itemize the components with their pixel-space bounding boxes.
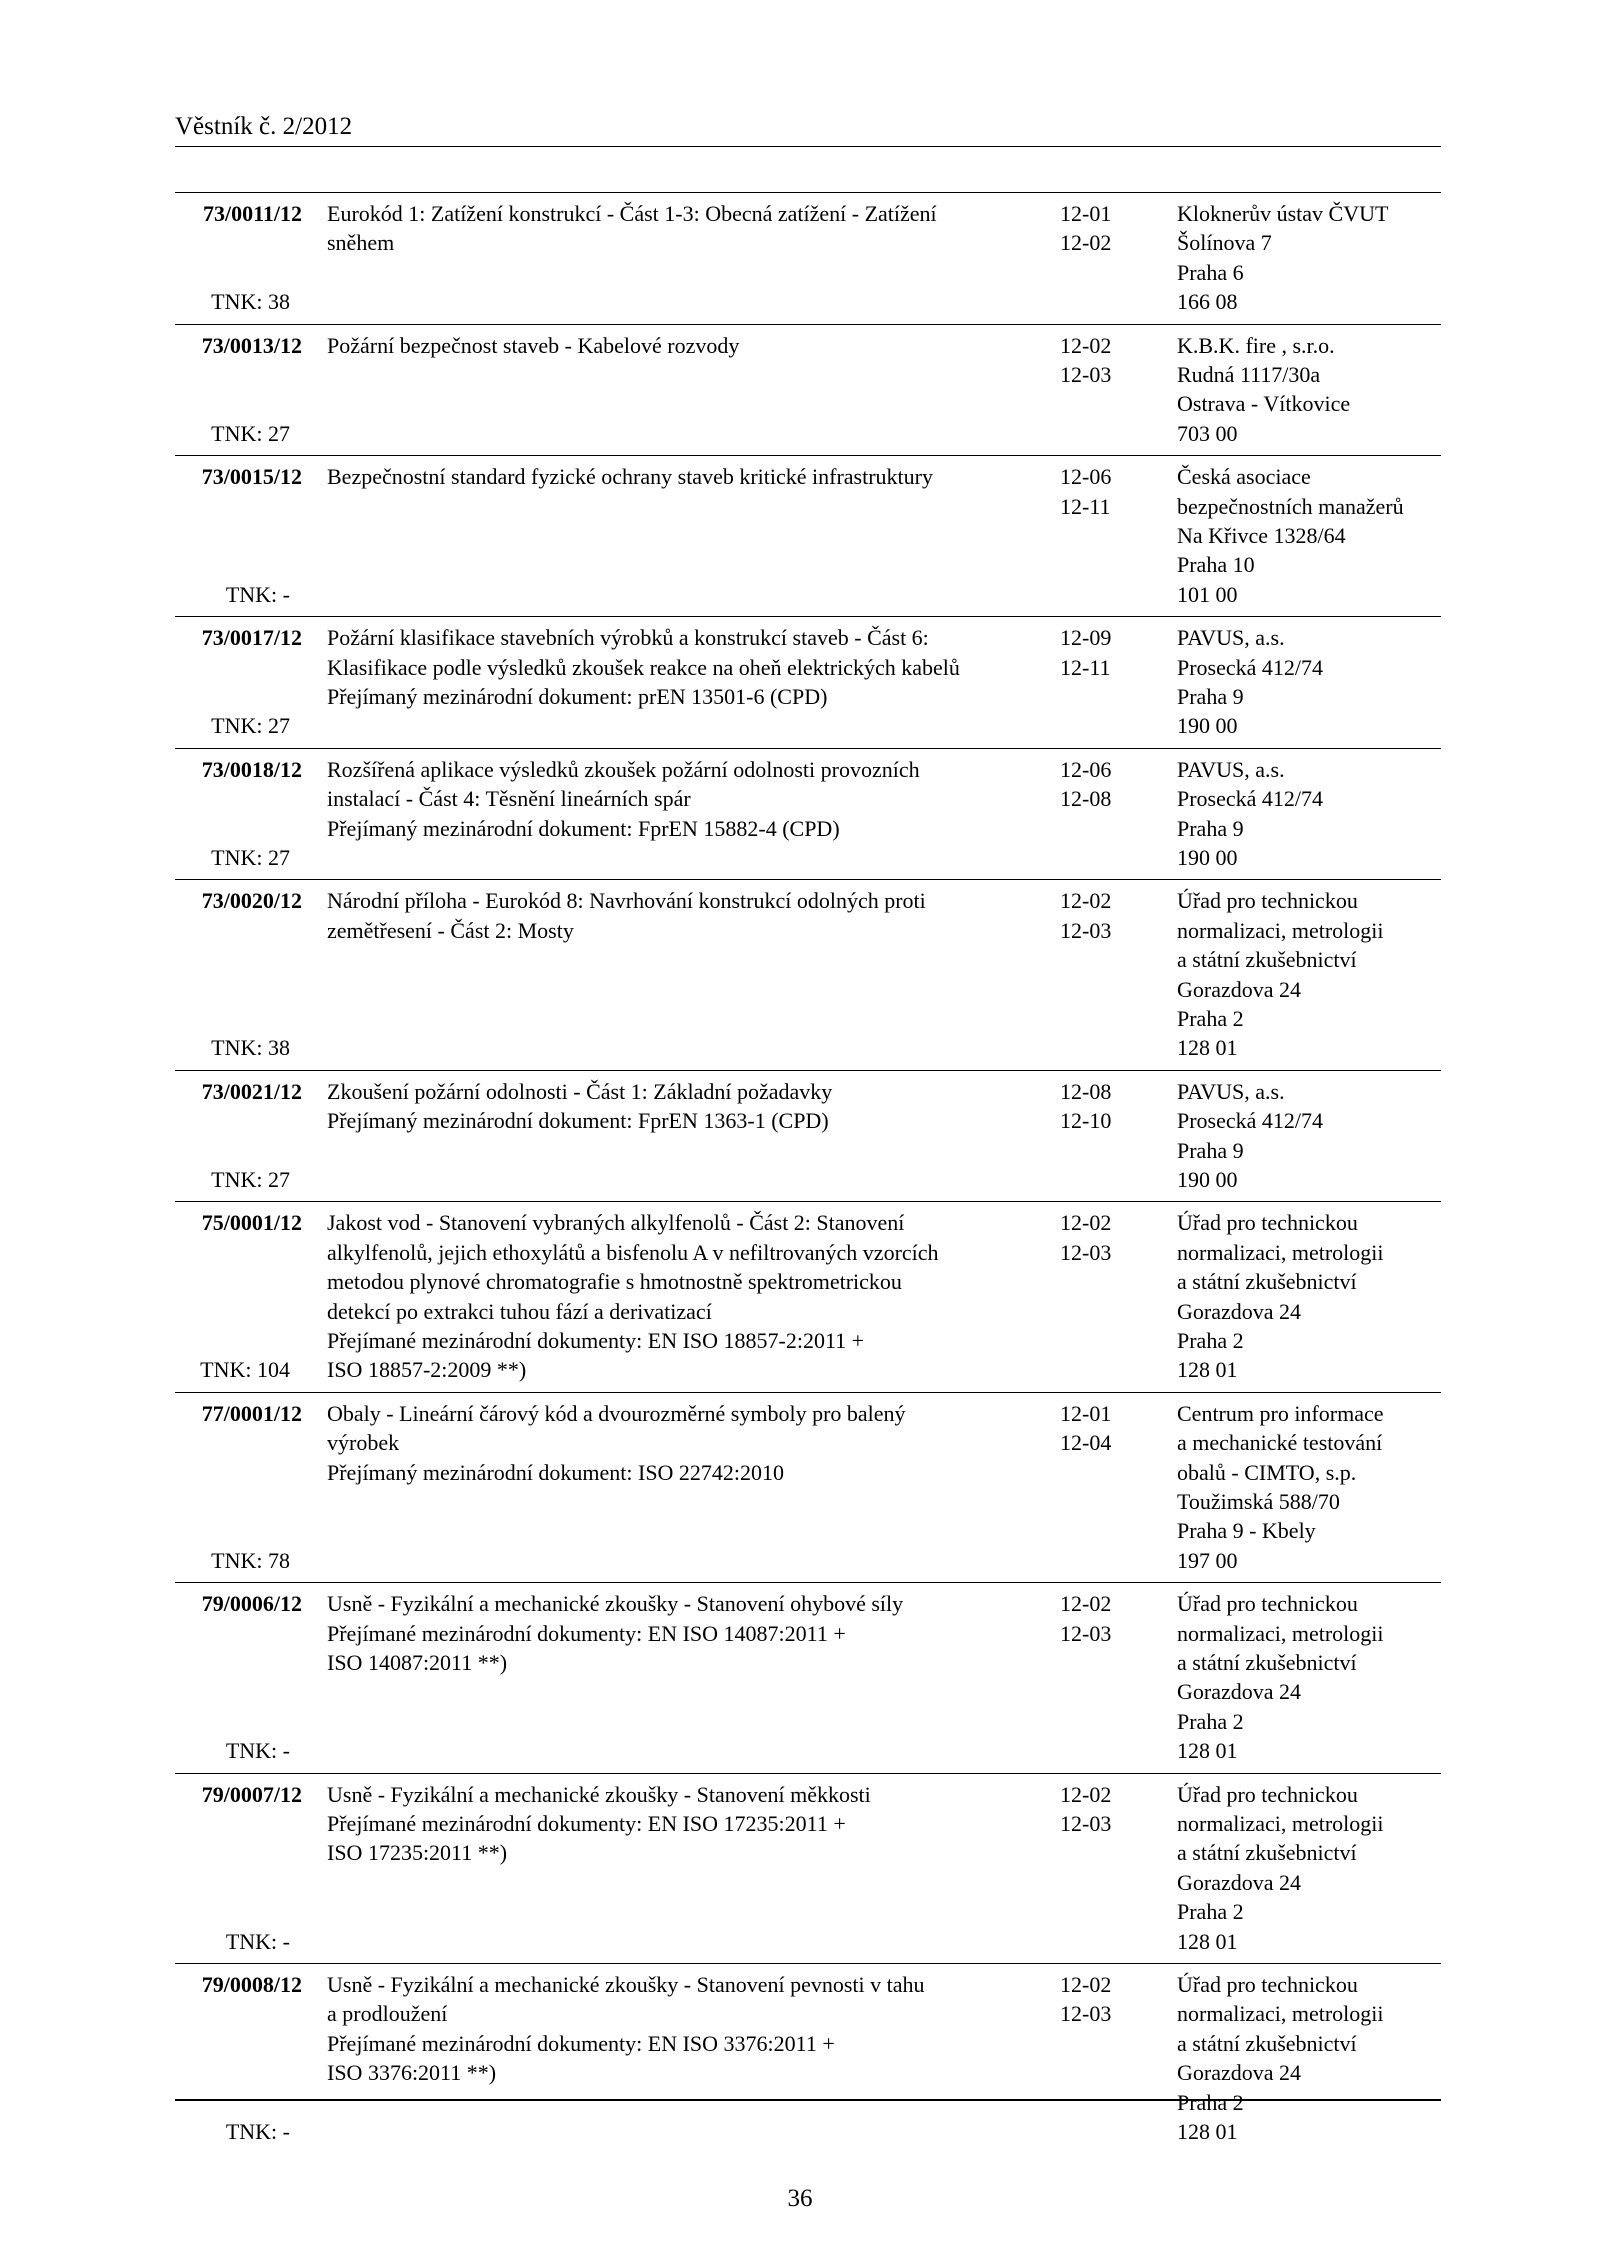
record-address-line: Praha 2 [1177, 1899, 1244, 1925]
record-title-line: výrobek [327, 1430, 400, 1456]
record-address [1177, 199, 1441, 317]
record-code: 73/0011/12 [202, 201, 302, 226]
record-tnk: TNK: 78 [211, 1547, 290, 1573]
record-dates [1060, 1077, 1130, 1136]
table-bottom-rule [175, 2099, 1441, 2101]
announcement-table [175, 192, 1441, 2153]
record-dates-line: 12-06 [1060, 756, 1112, 782]
record-address-line: 101 00 [1177, 581, 1238, 607]
record-address [1177, 1077, 1441, 1195]
record-code: 73/0017/12 [201, 625, 302, 651]
record-title [327, 1780, 1027, 1868]
record-tnk: TNK: 104 [200, 1357, 290, 1383]
record-title-line: Eurokód 1: Zatížení konstrukcí - Část 1-3: Obecná zatížení - Zatížení [327, 201, 937, 226]
record-title-line: Požární klasifikace stavebních výrobků a konstrukcí staveb - Část 6: [327, 625, 929, 651]
record-address-line: a státní zkušebnictví [1177, 2030, 1357, 2056]
record-address-line: Česká asociace [1177, 464, 1311, 490]
record-title [327, 1970, 1027, 2088]
record-address [1177, 1970, 1441, 2146]
record-address [1177, 1780, 1441, 1956]
record-dates [1060, 462, 1130, 521]
page-number: 36 [787, 2185, 813, 2212]
record-title-line: Rozšířená aplikace výsledků zkoušek požární odolnosti provozních [327, 756, 920, 782]
record-address-line: Úřad pro technickou [1177, 1781, 1358, 1807]
record-title [327, 755, 1027, 843]
record-address [1177, 623, 1441, 741]
record-address-line: 197 00 [1177, 1547, 1238, 1573]
record-tnk: TNK: 27 [211, 713, 290, 739]
record-address-line: Praha 2 [1177, 1327, 1244, 1353]
table-row [175, 1070, 1441, 1202]
record-address-line: a mechanické testování [1177, 1430, 1383, 1456]
record-address [1177, 462, 1441, 609]
record-dates-line: 12-03 [1060, 1620, 1112, 1646]
record-address-line: PAVUS, a.s. [1177, 625, 1285, 651]
record-address-line: obalů - CIMTO, s.p. [1177, 1459, 1357, 1485]
record-code: 73/0018/12 [201, 756, 302, 782]
record-dates-line: 12-10 [1060, 1108, 1112, 1134]
record-address-line: Praha 2 [1177, 1708, 1244, 1734]
record-tnk: TNK: - [225, 2118, 290, 2144]
record-dates [1060, 1970, 1130, 2029]
table-row [175, 1773, 1441, 1963]
record-address-line: Praha 2 [1177, 2089, 1244, 2115]
record-title [327, 462, 1027, 491]
record-title-line: Obaly - Lineární čárový kód a dvourozměrné symboly pro balený [327, 1400, 906, 1426]
record-code: 79/0007/12 [201, 1781, 302, 1807]
record-address-line: a státní zkušebnictví [1177, 1649, 1357, 1675]
record-dates [1060, 199, 1130, 258]
record-code: 79/0008/12 [201, 1971, 302, 1997]
record-address-line: Úřad pro technickou [1177, 1971, 1358, 1997]
record-address-line: a státní zkušebnictví [1177, 1269, 1357, 1295]
table-row [175, 192, 1441, 324]
record-address-line: Gorazdova 24 [1177, 2060, 1302, 2086]
record-address-line: 190 00 [1177, 713, 1238, 739]
record-dates-line: 12-02 [1060, 230, 1112, 256]
record-address-line: 128 01 [1177, 1357, 1238, 1383]
record-address-line: normalizaci, metrologii [1177, 917, 1384, 943]
record-title-line: Jakost vod - Stanovení vybraných alkylfenolů - Část 2: Stanovení [327, 1210, 905, 1236]
record-address-line: 703 00 [1177, 420, 1238, 446]
record-address-line: Praha 9 [1177, 684, 1244, 709]
record-address-line: Praha 10 [1177, 552, 1255, 578]
record-title-line: ISO 3376:2011 **) [327, 2060, 497, 2086]
record-title-line: ISO 17235:2011 **) [327, 1840, 508, 1866]
record-address-line: a státní zkušebnictví [1177, 1840, 1357, 1866]
record-address-line: a státní zkušebnictví [1177, 947, 1357, 973]
record-title-line: Přejímaný mezinárodní dokument: prEN 13501-6 (CPD) [327, 684, 828, 709]
record-address-line: 128 01 [1177, 2118, 1238, 2144]
record-title-line: ISO 18857-2:2009 **) [327, 1357, 527, 1383]
record-title-line: Národní příloha - Eurokód 8: Navrhování konstrukcí odolných proti [327, 888, 926, 914]
record-title [327, 1399, 1027, 1487]
record-address-line: K.B.K. fire , s.r.o. [1177, 332, 1335, 358]
record-title-line: Přejímané mezinárodní dokumenty: EN ISO 18857-2:2011 + [327, 1327, 865, 1353]
table-row [175, 616, 1441, 748]
record-address-line: normalizaci, metrologii [1177, 1239, 1384, 1265]
table-row [175, 1963, 1441, 2153]
record-address-line: Šolínova 7 [1177, 230, 1272, 256]
record-address-line: Praha 2 [1177, 1006, 1244, 1031]
record-address-line: Na Křivce 1328/64 [1177, 523, 1346, 548]
record-address-line: Rudná 1117/30a [1177, 362, 1321, 387]
record-address-line: bezpečnostních manažerů [1177, 493, 1404, 519]
record-title-line: Přejímaný mezinárodní dokument: FprEN 1363-1 (CPD) [327, 1108, 829, 1134]
record-dates [1060, 1780, 1130, 1839]
record-address-line: normalizaci, metrologii [1177, 1620, 1384, 1646]
record-title [327, 199, 1027, 258]
record-dates-line: 12-11 [1060, 493, 1111, 519]
record-title-line: Přejímaný mezinárodní dokument: FprEN 15882-4 (CPD) [327, 815, 840, 841]
record-tnk: TNK: 27 [211, 420, 290, 446]
record-address-line: Prosecká 412/74 [1177, 786, 1324, 812]
record-address [1177, 886, 1441, 1062]
record-title [327, 886, 1027, 945]
record-address-line: 166 08 [1177, 289, 1238, 315]
record-dates-line: 12-03 [1060, 362, 1112, 387]
record-code: 73/0013/12 [201, 332, 302, 358]
record-address-line: PAVUS, a.s. [1177, 1078, 1285, 1104]
record-tnk: TNK: 38 [211, 1035, 290, 1061]
record-address-line: normalizaci, metrologii [1177, 2001, 1384, 2027]
record-address-line: Centrum pro informace [1177, 1400, 1384, 1426]
record-tnk: TNK: - [225, 1928, 290, 1954]
record-dates-line: 12-02 [1060, 1781, 1112, 1807]
record-address-line: 128 01 [1177, 1035, 1238, 1061]
record-address-line: PAVUS, a.s. [1177, 756, 1285, 782]
record-dates-line: 12-02 [1060, 332, 1112, 358]
record-title-line: Usně - Fyzikální a mechanické zkoušky - Stanovení měkkosti [327, 1781, 871, 1807]
record-dates [1060, 1208, 1130, 1267]
record-title [327, 331, 1027, 360]
record-dates-line: 12-02 [1060, 1210, 1112, 1236]
record-title-line: Přejímané mezinárodní dokumenty: EN ISO 3376:2011 + [327, 2030, 835, 2056]
record-code: 73/0015/12 [201, 464, 302, 490]
record-dates-line: 12-03 [1060, 1810, 1112, 1836]
record-title-line: Klasifikace podle výsledků zkoušek reakce na oheň elektrických kabelů [327, 654, 960, 680]
record-dates [1060, 1399, 1130, 1458]
table-row [175, 455, 1441, 616]
record-tnk: TNK: 27 [211, 844, 290, 870]
record-address [1177, 1399, 1441, 1575]
table-row [175, 1582, 1441, 1772]
record-address-line: Prosecká 412/74 [1177, 654, 1324, 680]
record-title-line: Přejímané mezinárodní dokumenty: EN ISO 17235:2011 + [327, 1810, 846, 1836]
record-address [1177, 755, 1441, 873]
record-code: 73/0021/12 [201, 1078, 302, 1104]
record-dates-line: 12-03 [1060, 1239, 1112, 1265]
record-title-line: Usně - Fyzikální a mechanické zkoušky - Stanovení ohybové síly [327, 1591, 904, 1617]
record-address-line: Praha 6 [1177, 259, 1244, 285]
record-address-line: 128 01 [1177, 1738, 1238, 1764]
record-address-line: Gorazdova 24 [1177, 1679, 1302, 1705]
record-address-line: Praha 9 - Kbely [1177, 1518, 1316, 1544]
record-title-line: instalací - Část 4: Těsnění lineárních spár [327, 786, 691, 812]
record-address-line: 190 00 [1177, 845, 1238, 870]
record-dates-line: 12-02 [1060, 888, 1112, 914]
record-address-line: Ostrava - Vítkovice [1177, 391, 1351, 417]
record-tnk: TNK: - [225, 581, 290, 607]
record-code: 75/0001/12 [201, 1210, 302, 1236]
record-dates-line: 12-03 [1060, 2001, 1112, 2027]
record-title-line: zemětřesení - Část 2: Mosty [327, 917, 574, 943]
table-row [175, 748, 1441, 880]
record-dates-line: 12-08 [1060, 1078, 1112, 1104]
record-title-line: detekcí po extrakci tuhou fází a derivatizací [327, 1298, 712, 1324]
record-title-line: sněhem [327, 230, 395, 256]
record-tnk: TNK: 38 [211, 289, 290, 315]
record-dates-line: 12-01 [1060, 1400, 1112, 1426]
record-code: 73/0020/12 [201, 888, 302, 914]
record-code: 77/0001/12 [201, 1400, 302, 1426]
record-dates-line: 12-08 [1060, 786, 1112, 812]
record-address-line: Gorazdova 24 [1177, 976, 1302, 1002]
record-address-line: Úřad pro technickou [1177, 1210, 1358, 1236]
record-address-line: Prosecká 412/74 [1177, 1108, 1324, 1134]
record-title-line: Požární bezpečnost staveb - Kabelové rozvody [327, 332, 740, 358]
record-address-line: Praha 9 [1177, 1137, 1244, 1163]
record-title-line: metodou plynové chromatografie s hmotnostně spektrometrickou [327, 1269, 902, 1295]
record-title [327, 1589, 1027, 1677]
record-dates-line: 12-11 [1060, 654, 1111, 680]
record-address-line: Toužimská 588/70 [1177, 1488, 1340, 1514]
record-dates [1060, 331, 1130, 390]
record-dates-line: 12-09 [1060, 625, 1112, 651]
record-title-line: Přejímané mezinárodní dokumenty: EN ISO 14087:2011 + [327, 1620, 846, 1646]
record-dates-line: 12-01 [1060, 201, 1112, 226]
record-dates [1060, 886, 1130, 945]
record-code: 79/0006/12 [201, 1591, 302, 1617]
table-row [175, 1201, 1441, 1391]
record-address-line: 190 00 [1177, 1166, 1238, 1192]
record-title-line: Zkoušení požární odolnosti - Část 1: Základní požadavky [327, 1078, 833, 1104]
page-header-title: Věstník č. 2/2012 [175, 113, 353, 140]
header-rule [175, 146, 1441, 147]
record-dates [1060, 623, 1130, 682]
record-title-line: a prodloužení [327, 2001, 448, 2027]
record-title-line: ISO 14087:2011 **) [327, 1649, 508, 1675]
record-title-line: alkylfenolů, jejich ethoxylátů a bisfenolu A v nefiltrovaných vzorcích [327, 1239, 939, 1265]
record-title [327, 1208, 1027, 1384]
record-tnk: TNK: 27 [211, 1166, 290, 1192]
table-row [175, 1392, 1441, 1582]
record-address-line: normalizaci, metrologii [1177, 1810, 1384, 1836]
record-dates-line: 12-02 [1060, 1591, 1112, 1617]
record-address [1177, 331, 1441, 449]
record-address-line: Kloknerův ústav ČVUT [1177, 201, 1389, 226]
record-address [1177, 1589, 1441, 1765]
record-tnk: TNK: - [225, 1738, 290, 1764]
record-address-line: Gorazdova 24 [1177, 1298, 1302, 1324]
record-dates [1060, 1589, 1130, 1648]
record-title-line: Bezpečnostní standard fyzické ochrany staveb kritické infrastruktury [327, 464, 933, 490]
record-address-line: Praha 9 [1177, 815, 1244, 841]
record-address-line: Úřad pro technickou [1177, 1591, 1358, 1617]
record-title-line: Přejímaný mezinárodní dokument: ISO 22742:2010 [327, 1459, 785, 1485]
record-dates-line: 12-03 [1060, 917, 1112, 943]
record-dates-line: 12-04 [1060, 1430, 1112, 1456]
record-title-line: Usně - Fyzikální a mechanické zkoušky - Stanovení pevnosti v tahu [327, 1971, 925, 1997]
record-dates-line: 12-02 [1060, 1971, 1112, 1997]
record-address-line: 128 01 [1177, 1928, 1238, 1954]
record-dates-line: 12-06 [1060, 464, 1112, 490]
table-row [175, 879, 1441, 1069]
record-address-line: Úřad pro technickou [1177, 888, 1358, 914]
record-dates [1060, 755, 1130, 814]
table-row [175, 324, 1441, 456]
record-title [327, 1077, 1027, 1136]
record-title [327, 623, 1027, 711]
record-address-line: Gorazdova 24 [1177, 1869, 1302, 1895]
record-address [1177, 1208, 1441, 1384]
